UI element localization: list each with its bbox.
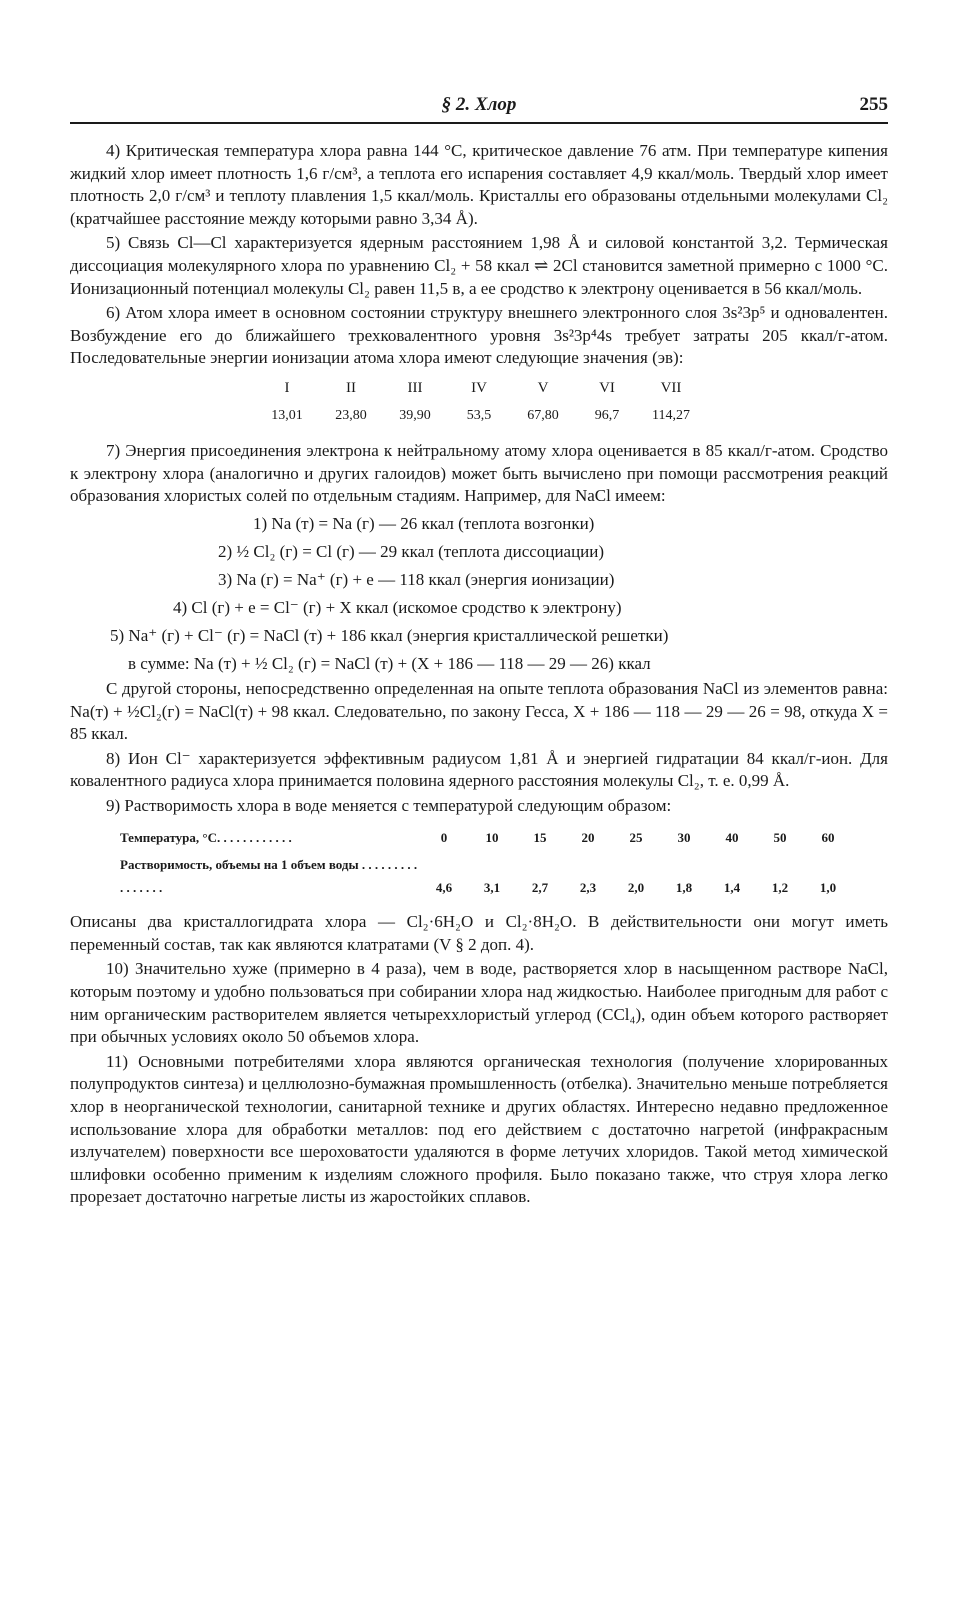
ionization-table <box>255 376 703 428</box>
ion-value: 67,80 <box>527 407 559 423</box>
temp-value: 30 <box>677 830 691 846</box>
equation-3: 3) Na (г) = Na⁺ (г) + e — 118 ккал (энергия ионизации) <box>218 569 615 589</box>
equation-2: 2) ½ Cl₂ (г) = Cl (г) — 29 ккал (теплота диссоциации) <box>218 541 605 561</box>
equations-block <box>70 510 888 678</box>
ion-header: III <box>407 379 423 396</box>
ion-header: IV <box>471 379 487 396</box>
ion-header: II <box>346 379 356 396</box>
ion-value: 53,5 <box>466 407 492 423</box>
ion-header: I <box>284 379 290 396</box>
equation-5: 5) Na⁺ (г) + Cl⁻ (г) = NaCl (т) + 186 ккал (энергия кристаллической решетки) <box>110 625 669 645</box>
solubility-value: 2,0 <box>627 879 645 895</box>
solubility-value: 1,2 <box>771 879 789 895</box>
solubility-table <box>120 825 852 901</box>
page-content <box>70 140 888 1209</box>
paragraph-6: 6) Атом хлора имеет в основном состоянии структуру внешнего электронного слоя 3s²3p⁵ и одновалентен. Возбуждение его до ближайшего трехковалентного уровня 3s²3p⁴4s требует затраты 205 ккал/г-атом. Последовательные энергии ионизации атома хлора имеют следующие значения (эв): <box>70 303 888 368</box>
running-title: § 2. Хлор <box>441 94 517 115</box>
ion-header: V <box>537 379 549 396</box>
paragraph-7b: С другой стороны, непосредственно определенная на опыте теплота образования NaCl из элементов равна: Na(т) + ½Cl₂(г) = NaCl(т) + 98 ккал. Следовательно, по закону Гесса, X + 186 — 118 — 29 — 26 = 98, откуда X = 85 ккал. <box>70 678 888 744</box>
paragraph-11: 11) Основными потребителями хлора являются органическая технология (получение хлорированных полупродуктов синтеза) и целлюлозно-бумажная промышленность (отбелка). Значительно меньше потребляется хлор в неорганической технологии, санитарной технике и других областях. Интересно недавно предложенное использование хлора для обработки металлов: под его действием с достаточно нагретой (инфракрасным излучателем) поверхности все шероховатости удаляются в форме летучих хлоридов. Такой метод химической шлифовки особенно применим к изделиям сложного профиля. Было показано также, что струя хлора легко прорезает достаточно нагретые листы из жаростойких сплавов. <box>70 1051 888 1207</box>
temp-value: 10 <box>485 830 499 846</box>
paragraph-7: 7) Энергия присоединения электрона к нейтральному атому хлора оценивается в 85 ккал/г-атом. Сродство к электрону хлора (аналогично и других галоидов) может быть вычислено при помощи рассмотрения реакций образования хлористых солей по отдельным стадиям. Например, для NaCl имеем: <box>70 441 888 506</box>
ion-value: 96,7 <box>594 407 620 423</box>
paragraph-10: 10) Значительно хуже (примерно в 4 раза), чем в воде, растворяется хлор в насыщенном растворе NaCl, которым поэтому и удобно пользоваться при собирании хлора над жидкостью. Наиболее пригодным для работ с ним органическим растворителем является четыреххлористый углерод (CCl₄), один объем которого растворяет при обычных условиях около 50 объемов хлора. <box>70 959 888 1047</box>
temp-value: 0 <box>440 830 448 846</box>
ion-header: VII <box>660 379 682 396</box>
ion-value: 39,90 <box>399 407 431 423</box>
page-number: 255 <box>859 94 888 115</box>
solubility-value: 2,7 <box>531 879 549 895</box>
equation-sum: в сумме: Na (т) + ½ Cl₂ (г) = NaCl (т) + (X + 186 — 118 — 29 — 26) ккал <box>128 653 651 673</box>
paragraph-9b: Описаны два кристаллогидрата хлора — Cl₂·6H₂O и Cl₂·8H₂O. В действительности они могут иметь переменный состав, так как являются клатратами (V § 2 доп. 4). <box>70 912 888 954</box>
solubility-value: 4,6 <box>435 879 453 895</box>
ion-value: 13,01 <box>271 407 303 423</box>
equation-4: 4) Cl (г) + e = Cl⁻ (г) + X ккал (искомое сродство к электрону) <box>173 597 622 617</box>
temp-value: 50 <box>773 830 787 846</box>
solubility-value: 3,1 <box>483 879 501 895</box>
temp-value: 40 <box>725 830 739 846</box>
solubility-value: 1,8 <box>675 879 693 895</box>
temp-value: 60 <box>821 830 835 846</box>
paragraph-8: 8) Ион Cl⁻ характеризуется эффективным радиусом 1,81 Å и энергией гидратации 84 ккал/г-ион. Для ковалентного радиуса хлора принимается половина ядерного расстояния молекулы Cl₂, т. е. 0,99 Å. <box>70 748 888 791</box>
solubility-value: 1,0 <box>819 879 837 895</box>
temp-value: 15 <box>533 830 547 846</box>
paragraph-9: 9) Растворимость хлора в воде меняется с температурой следующим образом: <box>106 795 672 815</box>
solubility-value: 2,3 <box>579 879 597 895</box>
equation-1: 1) Na (т) = Na (г) — 26 ккал (теплота возгонки) <box>253 513 595 533</box>
temp-value: 25 <box>629 830 643 846</box>
paragraph-5: 5) Связь Cl—Cl характеризуется ядерным расстоянием 1,98 Å и силовой константой 3,2. Термическая диссоциация молекулярного хлора по уравнению Cl₂ + 58 ккал ⇌ 2Cl становится заметной примерно с 1000 °С. Ионизационный потенциал молекулы Cl₂ равен 11,5 в, а ее сродство к электрону оценивается в 56 ккал/моль. <box>70 233 888 298</box>
ion-value: 23,80 <box>335 407 367 423</box>
document-page <box>70 88 888 1211</box>
temperature-label: Температура, °С. . . . . . . . . . . . <box>120 830 292 846</box>
page-header <box>70 88 888 124</box>
paragraph-4: 4) Критическая температура хлора равна 144 °С, критическое давление 76 атм. При температуре кипения жидкий хлор имеет плотность 1,6 г/см³, а теплота его испарения составляет 4,9 ккал/моль. Твердый хлор имеет плотность 2,0 г/см³ и теплоту плавления 1,5 ккал/моль. Кристаллы его образованы отдельными молекулами Cl₂ (кратчайшее расстояние между которыми равно 3,34 Å). <box>70 141 888 228</box>
ion-value: 114,27 <box>652 407 690 423</box>
temp-value: 20 <box>581 830 595 846</box>
solubility-label: Растворимость, объемы на 1 объем воды . . . . . . . . . . . . . . . . <box>120 857 418 895</box>
ion-header: VI <box>599 379 615 396</box>
solubility-value: 1,4 <box>723 879 741 895</box>
